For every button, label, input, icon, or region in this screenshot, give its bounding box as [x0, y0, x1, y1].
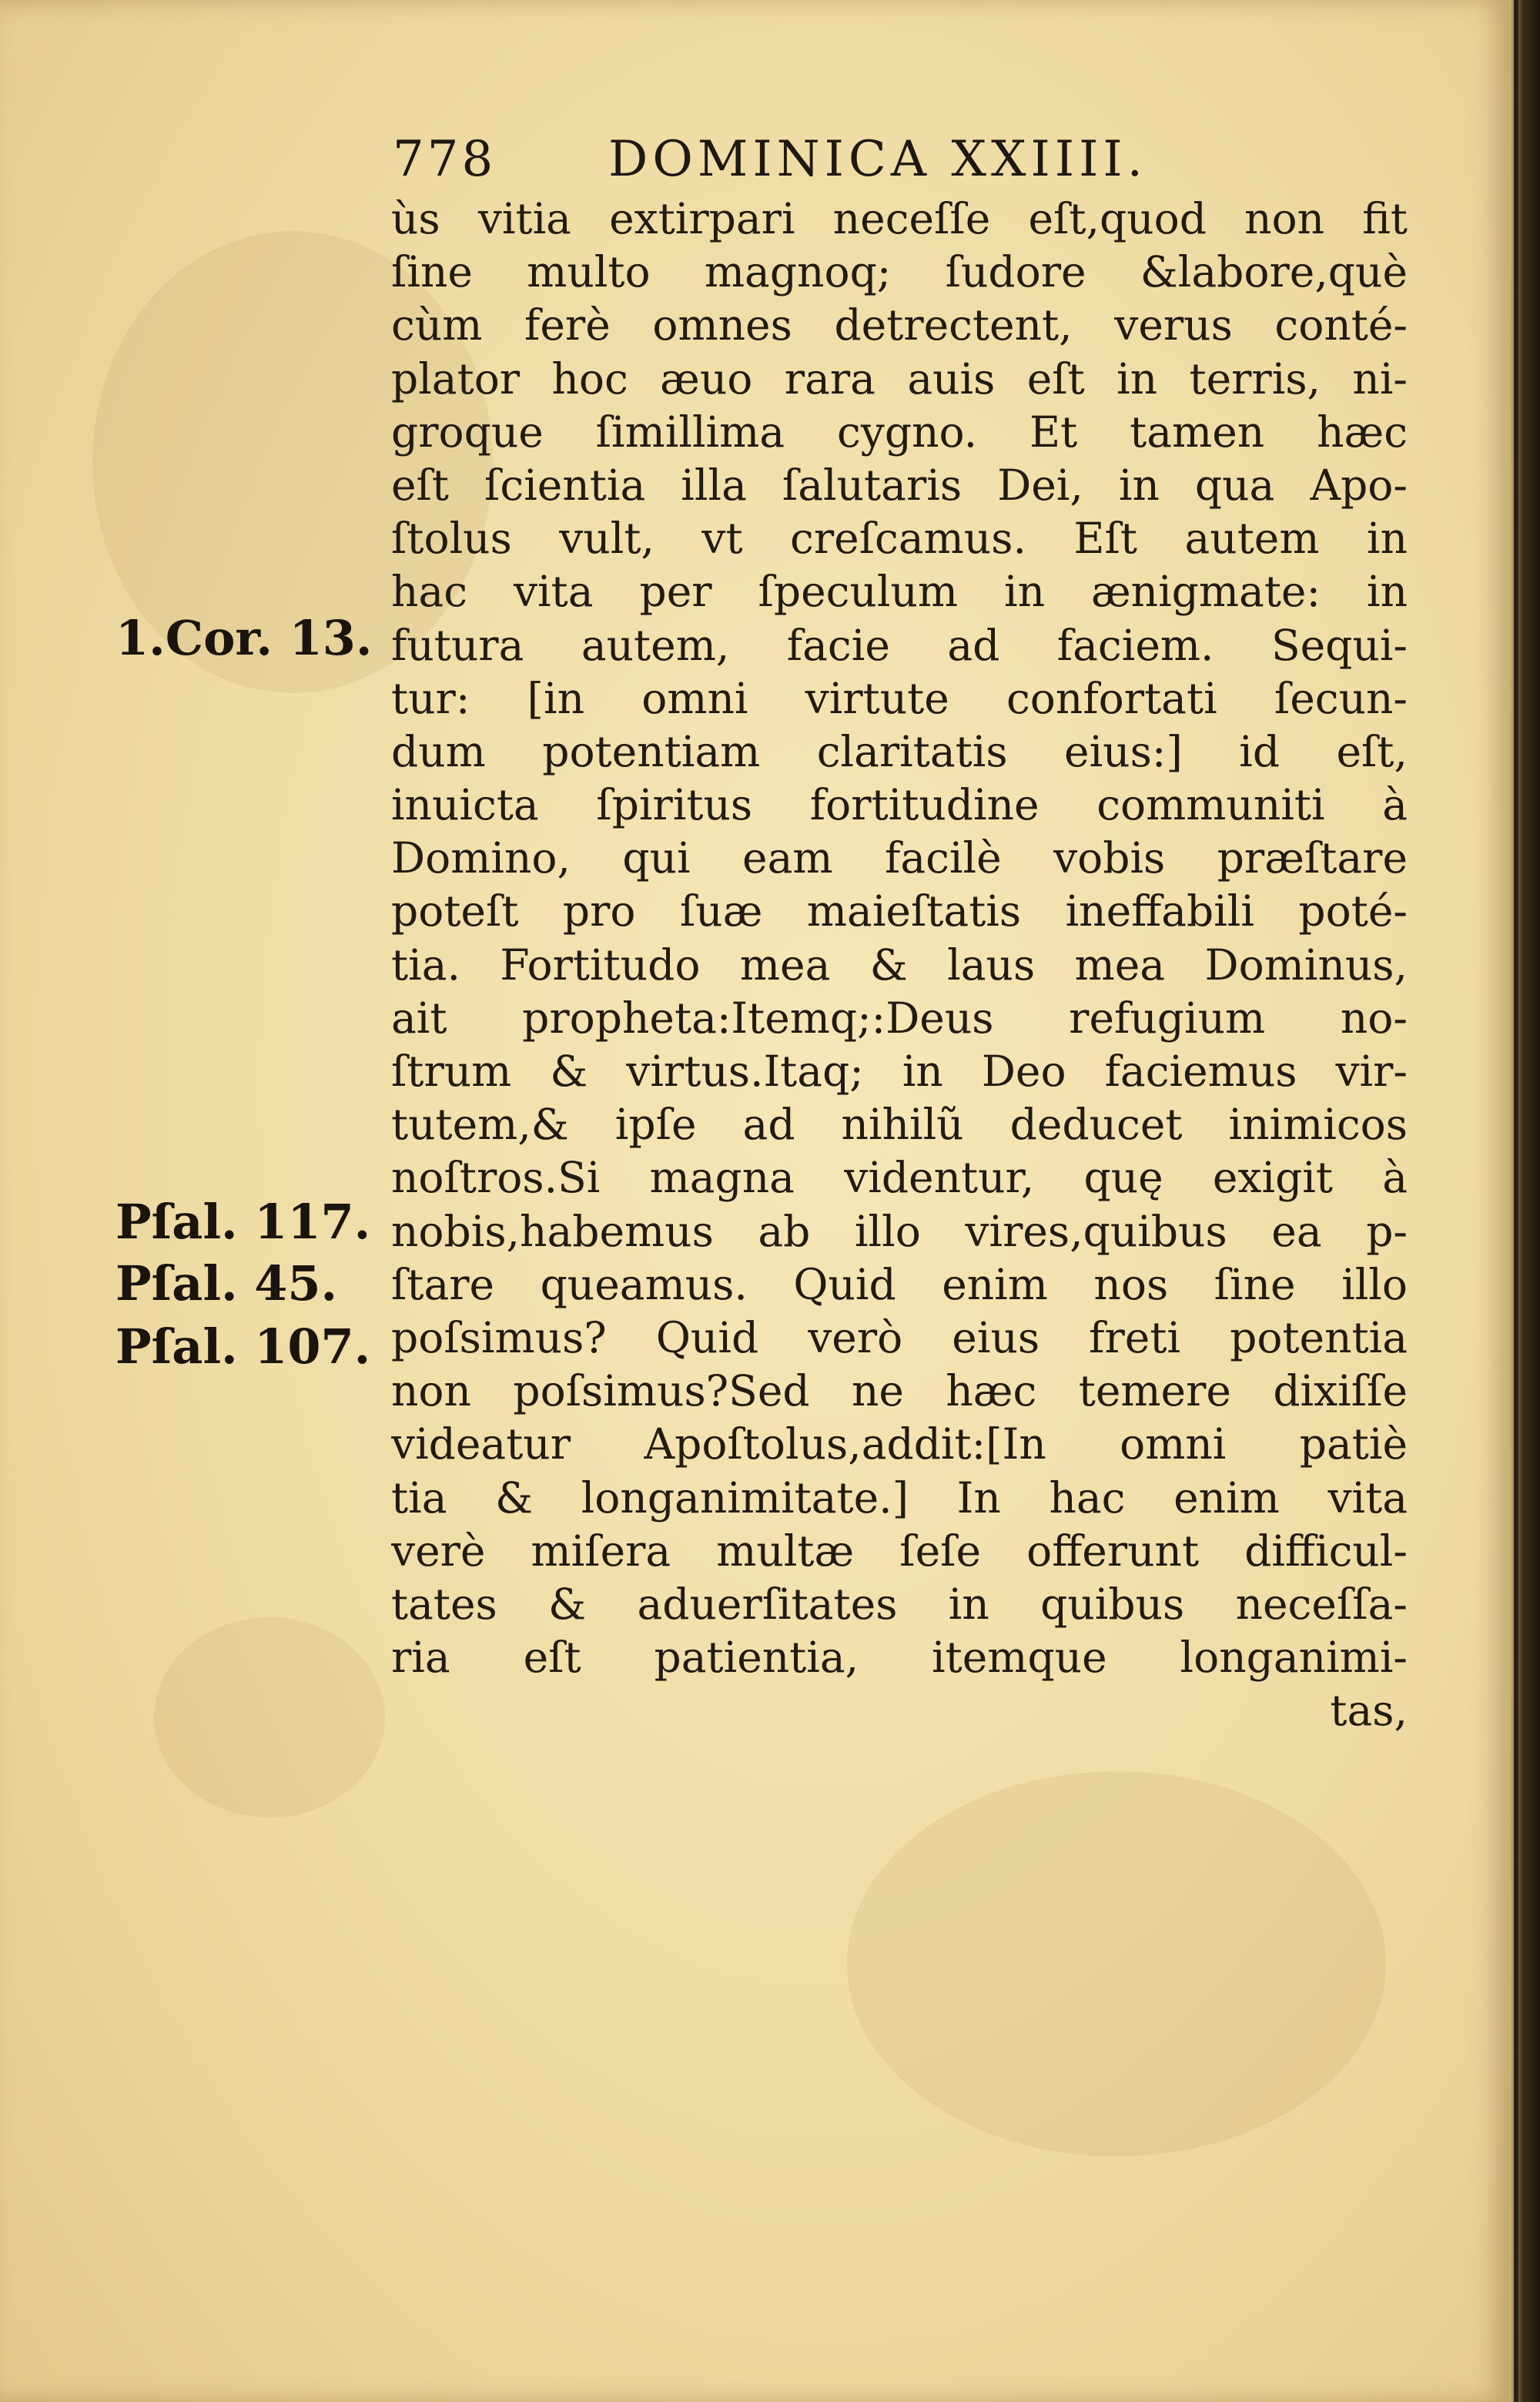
text-line: groque ſimillima cygno. Et tamen hæc	[391, 407, 1408, 457]
paper-stain	[154, 1617, 385, 1817]
text-line: inuicta ſpiritus fortitudine communiti à	[391, 780, 1408, 830]
text-line: poteſt pro ſuæ maieſtatis ineffabili poté-	[391, 886, 1408, 936]
running-title: DOMINICA XXIIII.	[608, 131, 1147, 188]
paper-stain	[847, 1771, 1386, 2156]
marginal-note: Pſal. 107.	[116, 1318, 371, 1375]
body-text	[391, 193, 1408, 1737]
text-line: ſine multo magnoq; ſudore &labore,què	[391, 247, 1408, 297]
text-line: verè miſera multæ ſeſe offerunt difficul-	[391, 1526, 1408, 1576]
text-line: videatur Apoſtolus,addit:[In omni patiè	[391, 1419, 1408, 1469]
text-line: tia & longanimitate.] In hac enim vita	[391, 1472, 1408, 1523]
text-line: poſsimus? Quid verò eius freti potentia	[391, 1312, 1408, 1362]
text-line: nobis,habemus ab illo vires,quibus ea p-	[391, 1206, 1408, 1256]
text-line: tur: [in omni virtute confortati ſecun-	[391, 673, 1408, 723]
text-line: tutem,& ipſe ad nihilũ deducet inimicos	[391, 1100, 1408, 1150]
text-line: eſt ſcientia illa ſalutaris Dei, in qua Apo-	[391, 460, 1408, 510]
text-line: noſtros.Si magna videntur, quę exigit à	[391, 1153, 1408, 1203]
text-line: tates & aduerſitates in quibus neceſſa-	[391, 1579, 1408, 1629]
text-line: ùs vitia extirpari neceſſe eſt,quod non fit	[391, 194, 1408, 243]
text-line: hac vita per ſpeculum in ænigmate: in	[391, 567, 1408, 617]
marginal-note: 1.Cor. 13.	[116, 610, 373, 666]
text-line: ait propheta:Itemq;:Deus refugium no-	[391, 993, 1408, 1043]
text-line: non poſsimus?Sed ne hæc temere dixiſſe	[391, 1366, 1408, 1416]
spine-edge	[1514, 0, 1518, 2402]
text-line: ria eſt patientia, itemque longanimi-	[391, 1633, 1408, 1683]
catchword: tas,	[1330, 1686, 1408, 1736]
text-line: futura autem, facie ad faciem. Sequi-	[391, 620, 1408, 670]
marginal-note: Pſal. 117.	[116, 1194, 371, 1250]
text-line: dum potentiam claritatis eius:] id eſt,	[391, 726, 1408, 776]
text-line: tia. Fortitudo mea & laus mea Dominus,	[391, 940, 1408, 990]
text-line: ſtare queamus. Quid enim nos ſine illo	[391, 1259, 1408, 1309]
text-line: plator hoc æuo rara auis eſt in terris, ni-	[391, 353, 1408, 404]
text-line: cùm ferè omnes detrectent, verus conté-	[391, 300, 1408, 350]
page-number: 778	[393, 131, 497, 188]
page-header	[393, 131, 1417, 200]
text-line: ſtrum & virtus.Itaq; in Deo faciemus vir-	[391, 1047, 1408, 1096]
text-line: Domino, qui eam facilè vobis præſtare	[391, 833, 1408, 883]
text-line: ſtolus vult, vt creſcamus. Eſt autem in	[391, 514, 1408, 564]
marginal-note: Pſal. 45.	[116, 1255, 338, 1312]
